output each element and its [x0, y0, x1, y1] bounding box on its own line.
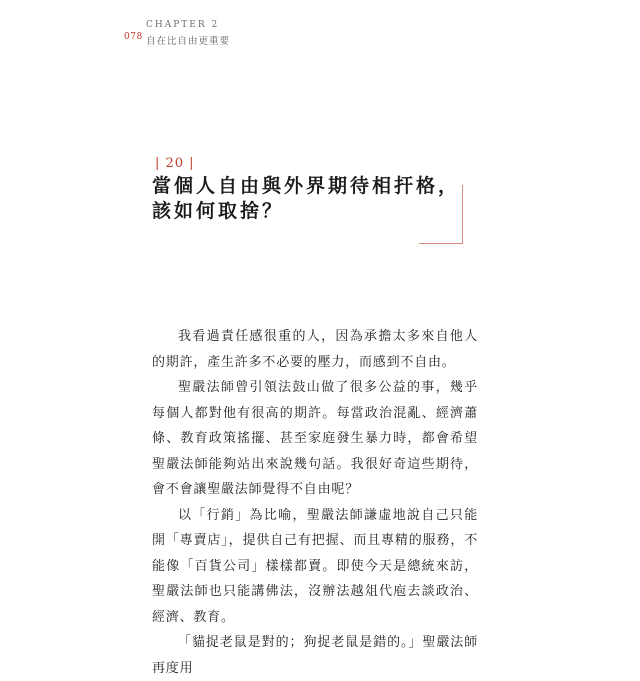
paragraph-2: 聖嚴法師曾引領法鼓山做了很多公益的事，幾乎每個人都對他有很高的期許。每當政治混亂、經濟蕭條、教育政策搖擺、甚至家庭發生暴力時，都會希望聖嚴法師能夠站出來說幾句話。我很好奇這些期待，會不會讓聖嚴法師覺得不自由呢？ — [152, 380, 478, 497]
body-text — [152, 324, 478, 681]
chapter-label: CHAPTER 2 — [146, 20, 220, 30]
page-number: 078 — [124, 32, 143, 42]
decorative-horizontal-rule — [419, 243, 463, 244]
section-number: | 20 | — [155, 156, 195, 171]
chapter-title: 自在比自由更重要 — [146, 36, 231, 47]
section-title-line-1: 當個人自由與外界期待相扞格， — [152, 175, 461, 197]
paragraph-1: 我看過責任感很重的人，因為承擔太多來自他人的期許，產生許多不必要的壓力，而感到不自由。 — [152, 329, 478, 370]
section-title — [152, 174, 461, 224]
decorative-vertical-rule — [462, 185, 463, 243]
paragraph-3: 以「行銷」為比喻，聖嚴法師謙虛地說自己只能開「專賣店」，提供自己有把握、而且專精的服務，不能像「百貨公司」樣樣都賣。即使今天是總統來訪，聖嚴法師也只能講佛法，沒辦法越俎代庖去談政治、經濟、教育。 — [152, 507, 478, 625]
paragraph-4: 「貓捉老鼠是對的；狗捉老鼠是錯的。」聖嚴法師再度用 — [152, 635, 478, 676]
section-title-line-2: 該如何取捨？ — [152, 200, 285, 222]
